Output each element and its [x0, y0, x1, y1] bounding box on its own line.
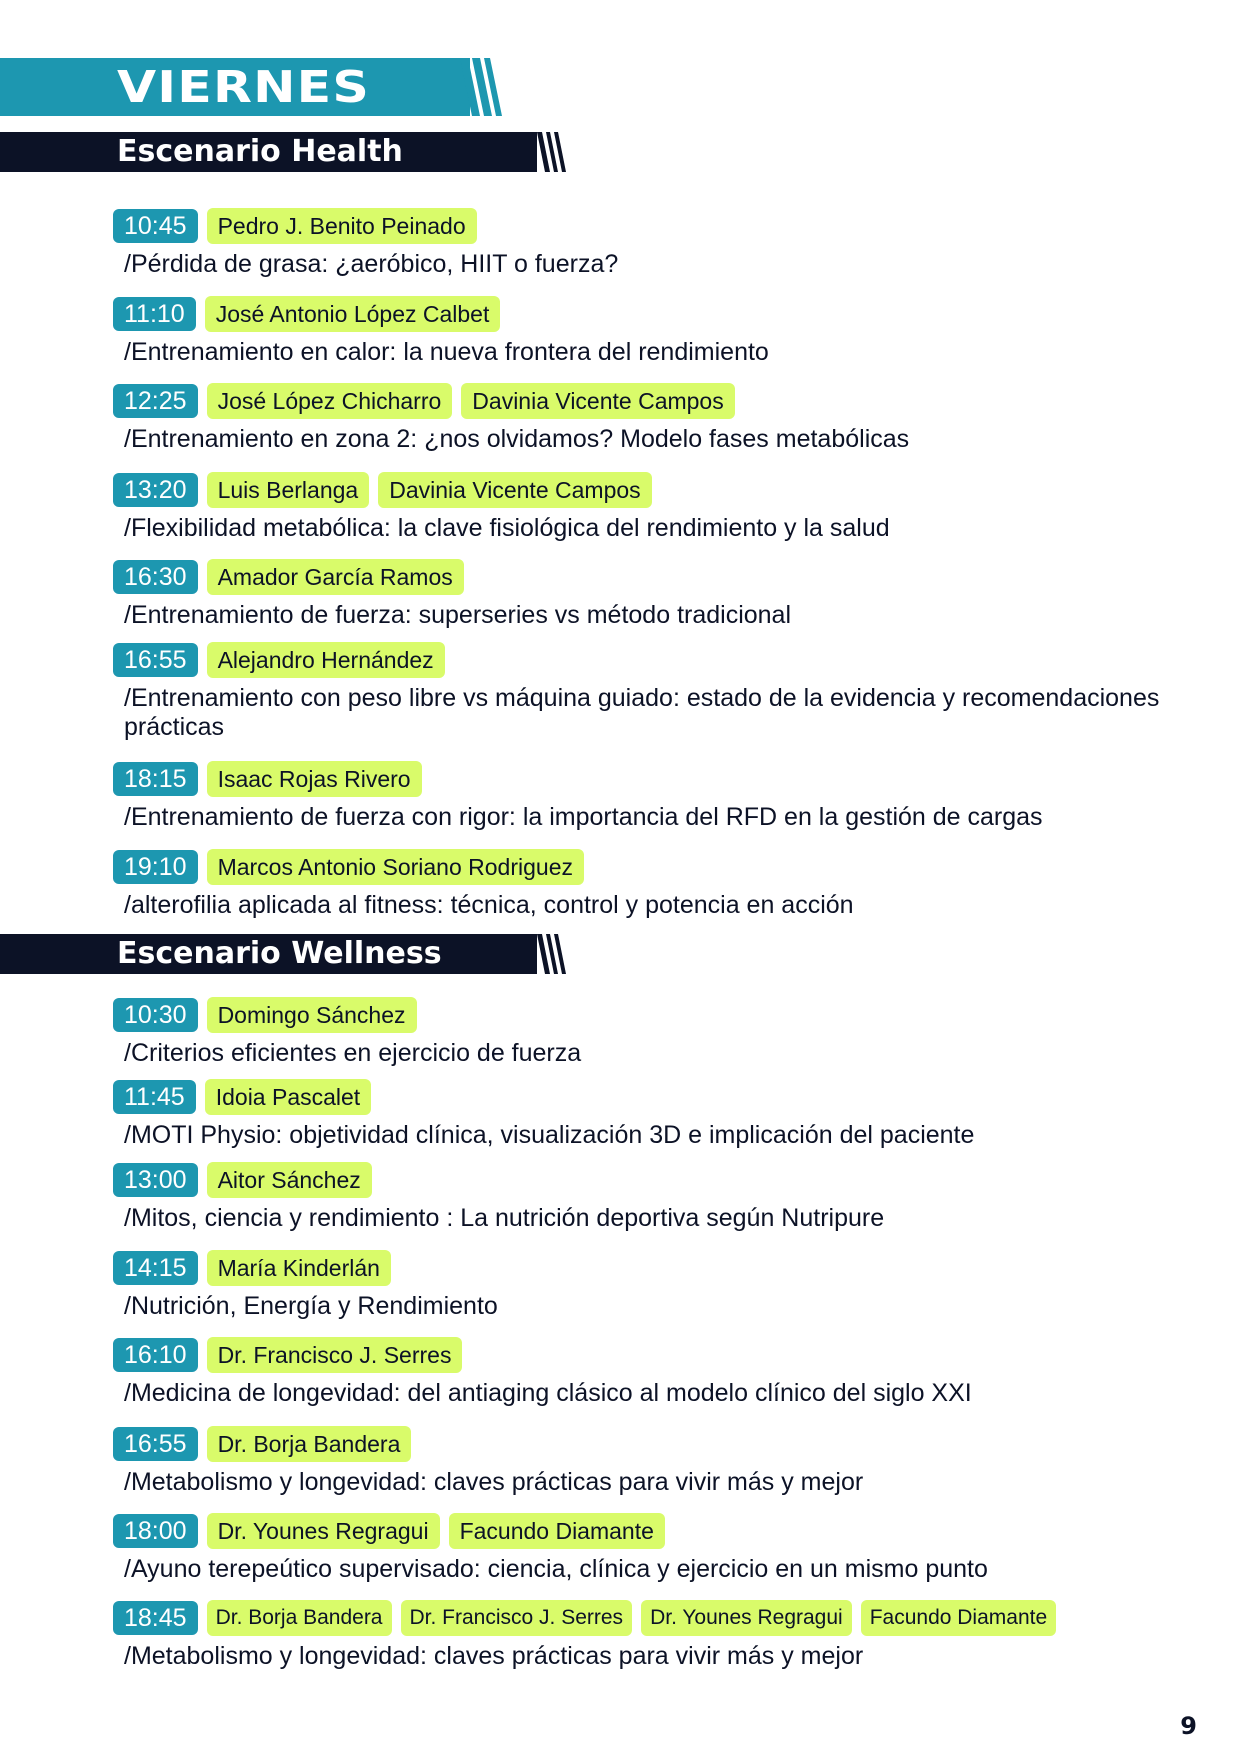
- session-header: [113, 296, 1223, 332]
- session-title: /Metabolismo y longevidad: claves prácticas para vivir más y mejor: [124, 1468, 864, 1496]
- speaker-tag: Isaac Rojas Rivero: [207, 761, 422, 797]
- session-header: [113, 1513, 1223, 1549]
- session-header: [113, 1162, 1223, 1198]
- speaker-tag: María Kinderlán: [207, 1250, 391, 1286]
- session-item: [113, 383, 1223, 454]
- session-item: [113, 1162, 1223, 1233]
- session-header: [113, 642, 1223, 678]
- session-header: [113, 1426, 1223, 1462]
- speaker-tag: Domingo Sánchez: [207, 997, 417, 1033]
- speaker-tag: Amador García Ramos: [207, 559, 464, 595]
- session-title: /Entrenamiento de fuerza con rigor: la importancia del RFD en la gestión de cargas: [124, 803, 1043, 831]
- session-title: /Nutrición, Energía y Rendimiento: [124, 1292, 498, 1320]
- speaker-tag: Luis Berlanga: [207, 472, 370, 508]
- time-badge: 18:00: [113, 1514, 198, 1548]
- speaker-tag: Davinia Vicente Campos: [461, 383, 734, 419]
- time-badge: 11:10: [113, 297, 196, 331]
- session-header: [113, 472, 1223, 508]
- session-item: [113, 761, 1223, 832]
- page-number: 9: [1180, 1712, 1197, 1740]
- stripes-decoration: [537, 132, 567, 172]
- time-badge: 14:15: [113, 1251, 198, 1285]
- session-title: /MOTI Physio: objetividad clínica, visualización 3D e implicación del paciente: [124, 1121, 975, 1149]
- session-item: [113, 849, 1223, 920]
- session-title: /Medicina de longevidad: del antiaging clásico al modelo clínico del siglo XXI: [124, 1379, 972, 1407]
- speaker-tag: Marcos Antonio Soriano Rodriguez: [207, 849, 584, 885]
- time-badge: 16:30: [113, 560, 198, 594]
- speaker-tag: José Antonio López Calbet: [205, 296, 501, 332]
- session-title: /Entrenamiento con peso libre vs máquina guiado: estado de la evidencia y recomendaciones prácticas: [124, 684, 1160, 741]
- session-header: [113, 208, 1223, 244]
- session-title: /Flexibilidad metabólica: la clave fisiológica del rendimiento y la salud: [124, 514, 890, 542]
- time-badge: 19:10: [113, 850, 198, 884]
- speaker-tag: Aitor Sánchez: [207, 1162, 372, 1198]
- session-header: [113, 1250, 1223, 1286]
- session-title: /Entrenamiento de fuerza: superseries vs método tradicional: [124, 601, 792, 629]
- session-item: [113, 997, 1223, 1068]
- stage-title-health: Escenario Health: [117, 134, 403, 169]
- stage-title-wellness: Escenario Wellness: [117, 936, 442, 971]
- session-item: [113, 472, 1223, 543]
- session-header: [113, 761, 1223, 797]
- speaker-tag: Facundo Diamante: [861, 1600, 1056, 1636]
- time-badge: 11:45: [113, 1080, 196, 1114]
- session-header: [113, 997, 1223, 1033]
- session-item: [113, 1337, 1223, 1408]
- session-title: /Ayuno terepeútico supervisado: ciencia, clínica y ejercicio en un mismo punto: [124, 1555, 988, 1583]
- speaker-tag: Dr. Francisco J. Serres: [207, 1337, 463, 1373]
- speaker-tag: Dr. Younes Regragui: [207, 1513, 440, 1549]
- session-item: [113, 208, 1223, 279]
- stripes-decoration: [460, 58, 510, 116]
- session-title: /Pérdida de grasa: ¿aeróbico, HIIT o fuerza?: [124, 250, 619, 278]
- speaker-tag: José López Chicharro: [207, 383, 453, 419]
- session-header: [113, 1600, 1223, 1636]
- session-item: [113, 559, 1223, 630]
- session-header: [113, 559, 1223, 595]
- session-item: [113, 1513, 1223, 1584]
- time-badge: 13:00: [113, 1163, 198, 1197]
- time-badge: 12:25: [113, 384, 198, 418]
- session-header: [113, 1079, 1223, 1115]
- time-badge: 10:30: [113, 998, 198, 1032]
- speaker-tag: Alejandro Hernández: [207, 642, 445, 678]
- session-title: /Entrenamiento en zona 2: ¿nos olvidamos? Modelo fases metabólicas: [124, 425, 910, 453]
- speaker-tag: Idoia Pascalet: [205, 1079, 371, 1115]
- session-item: [113, 1250, 1223, 1321]
- time-badge: 13:20: [113, 473, 198, 507]
- time-badge: 10:45: [113, 209, 198, 243]
- stripes-decoration: [537, 934, 567, 974]
- session-header: [113, 383, 1223, 419]
- session-title: /Metabolismo y longevidad: claves prácticas para vivir más y mejor: [124, 1642, 864, 1670]
- session-header: [113, 1337, 1223, 1373]
- session-title: /Criterios eficientes en ejercicio de fuerza: [124, 1039, 582, 1067]
- session-item: [113, 296, 1223, 367]
- day-title: VIERNES: [117, 62, 370, 113]
- session-title: /Entrenamiento en calor: la nueva frontera del rendimiento: [124, 338, 769, 366]
- time-badge: 16:55: [113, 643, 198, 677]
- session-title: /Mitos, ciencia y rendimiento : La nutrición deportiva según Nutripure: [124, 1204, 885, 1232]
- speaker-tag: Dr. Borja Bandera: [207, 1600, 392, 1636]
- session-item: [113, 1426, 1223, 1497]
- speaker-tag: Davinia Vicente Campos: [378, 472, 651, 508]
- session-title: /alterofilia aplicada al fitness: técnica, control y potencia en acción: [124, 891, 854, 919]
- time-badge: 18:45: [113, 1601, 198, 1635]
- speaker-tag: Facundo Diamante: [449, 1513, 665, 1549]
- time-badge: 16:10: [113, 1338, 198, 1372]
- speaker-tag: Pedro J. Benito Peinado: [207, 208, 477, 244]
- speaker-tag: Dr. Borja Bandera: [207, 1426, 412, 1462]
- session-item: [113, 1079, 1223, 1150]
- session-item: [113, 1600, 1223, 1671]
- speaker-tag: Dr. Francisco J. Serres: [401, 1600, 633, 1636]
- time-badge: 18:15: [113, 762, 198, 796]
- speaker-tag: Dr. Younes Regragui: [641, 1600, 852, 1636]
- time-badge: 16:55: [113, 1427, 198, 1461]
- session-item: [113, 642, 1223, 742]
- session-header: [113, 849, 1223, 885]
